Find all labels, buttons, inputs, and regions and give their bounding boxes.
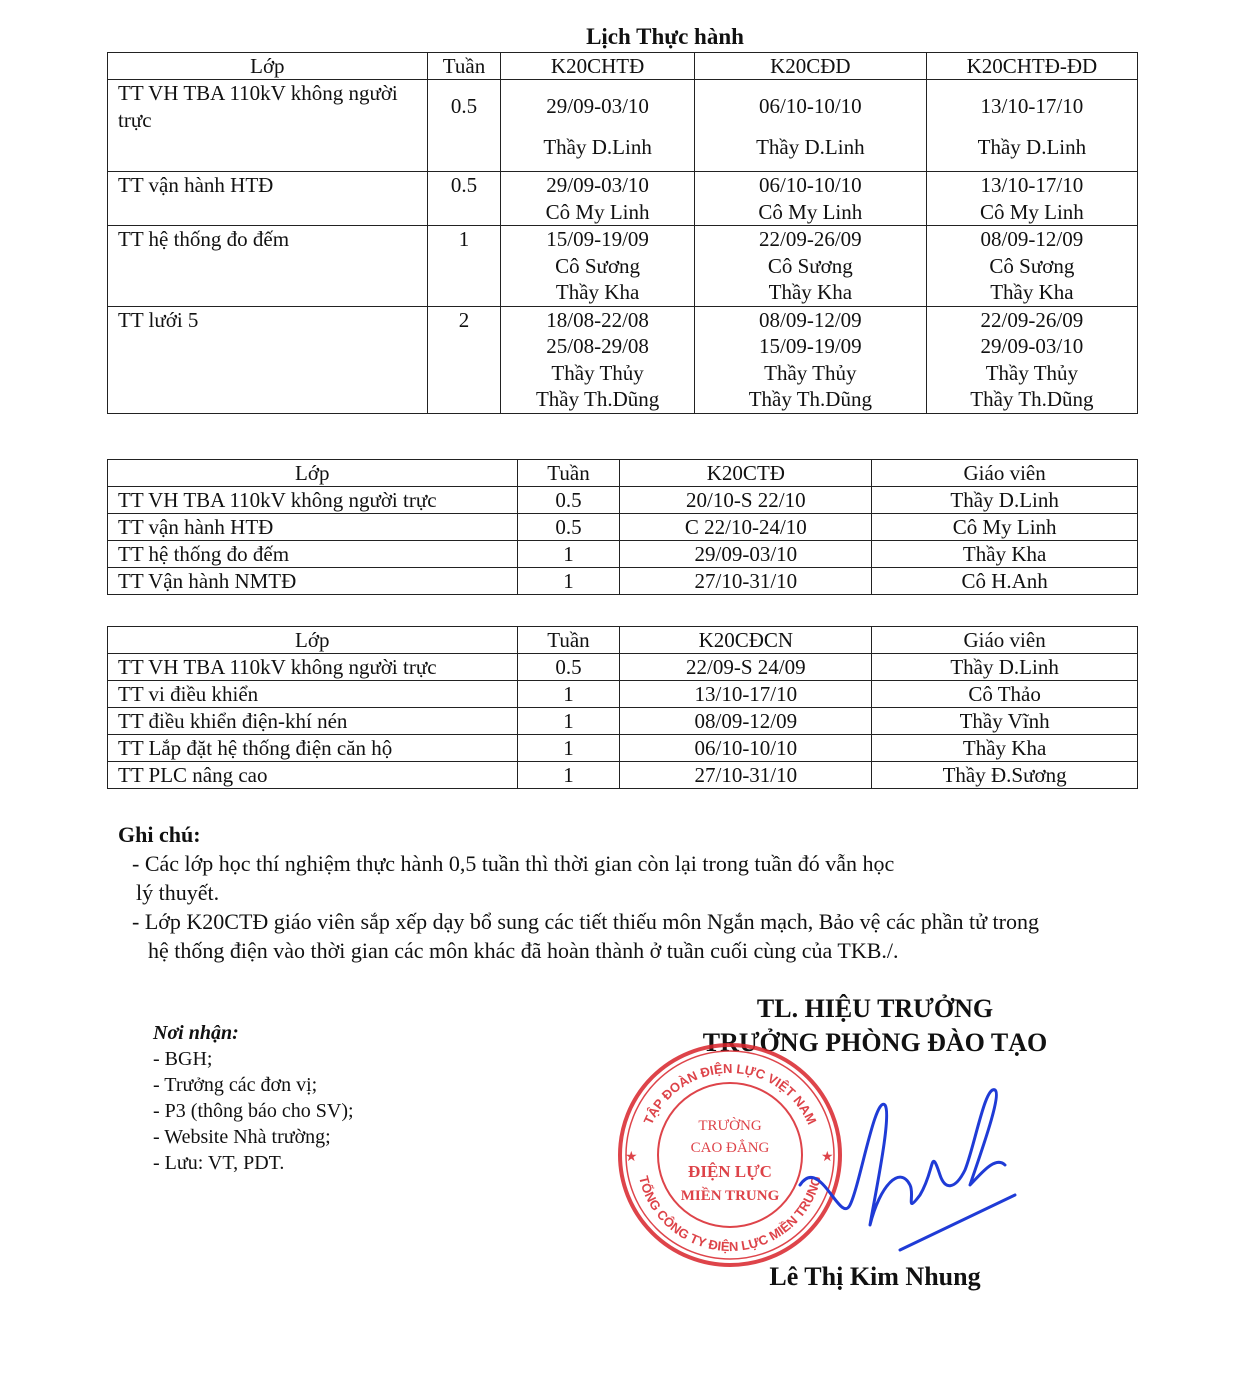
date-range: 15/09-19/09 xyxy=(546,227,649,251)
table-header-row xyxy=(108,460,1138,487)
instructor: Thầy Vĩnh xyxy=(872,708,1138,735)
course-name: TT Vận hành NMTĐ xyxy=(108,568,518,595)
course-weeks: 0.5 xyxy=(427,80,501,172)
date-range: C 22/10-24/10 xyxy=(620,514,872,541)
recipient-item: - P3 (thông báo cho SV); xyxy=(153,1100,354,1122)
star-icon: ★ xyxy=(625,1150,638,1165)
header-group-3: K20CHTĐ-ĐD xyxy=(926,53,1137,80)
instructor: Cô Sương xyxy=(555,253,641,278)
instructor: Thầy Đ.Sương xyxy=(872,762,1138,789)
schedule-table-2 xyxy=(107,459,1138,595)
date-range: 15/09-19/09 xyxy=(759,334,862,358)
date-range: 18/08-22/08 xyxy=(546,307,649,332)
signatory-name: Lê Thị Kim Nhung xyxy=(769,1262,981,1291)
instructor: Cô My Linh xyxy=(758,199,863,224)
instructor: Cô My Linh xyxy=(979,199,1084,224)
instructor: Thầy Thủy xyxy=(764,360,857,385)
date-range: 22/09-S 24/09 xyxy=(620,654,872,681)
instructor: Thầy Kha xyxy=(872,541,1138,568)
table-header-row xyxy=(108,627,1138,654)
signatory-title: TL. HIỆU TRƯỞNG xyxy=(756,994,994,1023)
date-range: 29/09-03/10 xyxy=(980,334,1084,358)
stamp-inner-line: TRƯỜNG xyxy=(698,1118,762,1134)
instructor: Thầy Th.Dũng xyxy=(748,387,872,411)
header-group-1: K20CHTĐ xyxy=(501,53,695,80)
date-range: 22/09-26/09 xyxy=(980,307,1084,332)
instructor: Cô H.Anh xyxy=(872,568,1138,595)
course-weeks: 0.5 xyxy=(517,654,620,681)
recipient-item: - Trưởng các đơn vị; xyxy=(153,1074,318,1096)
instructor: Thầy D.Linh xyxy=(543,134,652,159)
instructor: Thầy Th.Dũng xyxy=(535,387,660,411)
course-weeks: 0.5 xyxy=(517,514,620,541)
schedule-cell xyxy=(501,226,695,307)
course-name: TT hệ thống đo đếm xyxy=(108,226,428,307)
date-range: 22/09-26/09 xyxy=(759,227,862,251)
table-row xyxy=(108,568,1138,595)
schedule-cell xyxy=(694,80,926,172)
course-name: TT vận hành HTĐ xyxy=(108,514,518,541)
date-range: 08/09-12/09 xyxy=(980,227,1084,251)
instructor: Thầy Kha xyxy=(990,280,1074,304)
date-range: 06/10-10/10 xyxy=(759,173,862,197)
note-line: lý thuyết. xyxy=(136,880,220,905)
instructor: Thầy Th.Dũng xyxy=(970,387,1094,411)
date-range: 13/10-17/10 xyxy=(620,681,872,708)
instructor: Cô Thảo xyxy=(872,681,1138,708)
course-name: TT VH TBA 110kV không người trực xyxy=(108,80,428,172)
instructor: Thầy D.Linh xyxy=(756,134,865,159)
star-icon: ★ xyxy=(821,1150,834,1165)
table-row xyxy=(108,654,1138,681)
date-range: 06/10-10/10 xyxy=(759,94,862,118)
date-range: 20/10-S 22/10 xyxy=(620,487,872,514)
note-line: hệ thống điện vào thời gian các môn khác đã hoàn thành ở tuần cuối cùng của TKB./. xyxy=(148,938,899,963)
stamp-inner-line: MIỀN TRUNG xyxy=(680,1188,780,1204)
date-range: 29/09-03/10 xyxy=(620,541,872,568)
course-weeks: 1 xyxy=(517,708,620,735)
schedule-table-3 xyxy=(107,626,1138,789)
schedule-cell xyxy=(926,306,1137,413)
date-range: 25/08-29/08 xyxy=(546,334,649,358)
instructor: Cô Sương xyxy=(989,253,1075,278)
schedule-cell xyxy=(926,80,1137,172)
header-group: K20CTĐ xyxy=(620,460,872,487)
table-row xyxy=(108,708,1138,735)
table-row xyxy=(108,514,1138,541)
header-instructor: Giáo viên xyxy=(872,460,1138,487)
table-row xyxy=(108,541,1138,568)
course-weeks: 1 xyxy=(517,681,620,708)
course-name: TT điều khiển điện-khí nén xyxy=(108,708,518,735)
course-name: TT vận hành HTĐ xyxy=(108,172,428,226)
table-row xyxy=(108,681,1138,708)
note-line: - Các lớp học thí nghiệm thực hành 0,5 tuần thì thời gian còn lại trong tuần đó vẫn học xyxy=(132,851,895,876)
stamp-inner-line: CAO ĐẲNG xyxy=(690,1140,770,1156)
header-weeks: Tuần xyxy=(517,627,620,654)
table-row xyxy=(108,226,1138,307)
schedule-table-1 xyxy=(107,52,1138,414)
instructor: Thầy Kha xyxy=(768,280,853,304)
schedule-cell xyxy=(694,306,926,413)
instructor: Thầy D.Linh xyxy=(977,134,1087,159)
table-row xyxy=(108,172,1138,226)
notes-section xyxy=(118,820,1198,965)
date-range: 13/10-17/10 xyxy=(980,94,1084,118)
course-weeks: 1 xyxy=(517,541,620,568)
recipient-item: - Lưu: VT, PDT. xyxy=(153,1152,285,1174)
course-weeks: 1 xyxy=(517,762,620,789)
stamp-outer-text-bottom: TỔNG CÔNG TY ĐIỆN LỰC MIỀN TRUNG xyxy=(636,1174,825,1255)
instructor: Thầy Kha xyxy=(555,280,640,304)
header-group-2: K20CĐD xyxy=(694,53,926,80)
course-name: TT hệ thống đo đếm xyxy=(108,541,518,568)
header-class: Lớp xyxy=(108,53,428,80)
stamp-outer-text: TẬP ĐOÀN ĐIỆN LỰC VIỆT NAM xyxy=(640,1060,820,1127)
course-name: TT PLC nâng cao xyxy=(108,762,518,789)
table-row xyxy=(108,735,1138,762)
instructor: Thầy Thủy xyxy=(985,360,1079,385)
header-instructor: Giáo viên xyxy=(872,627,1138,654)
date-range: 08/09-12/09 xyxy=(620,708,872,735)
instructor: Thầy Thủy xyxy=(551,360,644,385)
course-name: TT VH TBA 110kV không người trực xyxy=(108,487,518,514)
schedule-cell xyxy=(926,172,1137,226)
date-range: 27/10-31/10 xyxy=(620,762,872,789)
table-row xyxy=(108,80,1138,172)
instructor: Cô Sương xyxy=(767,253,853,278)
header-class: Lớp xyxy=(108,460,518,487)
schedule-cell xyxy=(501,306,695,413)
schedule-cell xyxy=(694,172,926,226)
course-name: TT Lắp đặt hệ thống điện căn hộ xyxy=(108,735,518,762)
date-range: 06/10-10/10 xyxy=(620,735,872,762)
date-range: 27/10-31/10 xyxy=(620,568,872,595)
course-name: TT VH TBA 110kV không người trực xyxy=(108,654,518,681)
course-weeks: 1 xyxy=(517,568,620,595)
header-group: K20CĐCN xyxy=(620,627,872,654)
table-row xyxy=(108,306,1138,413)
course-weeks: 1 xyxy=(517,735,620,762)
page-title: Lịch Thực hành xyxy=(586,24,744,49)
course-weeks: 0.5 xyxy=(427,172,501,226)
date-range: 08/09-12/09 xyxy=(759,307,862,332)
instructor: Thầy D.Linh xyxy=(872,487,1138,514)
table-header-row xyxy=(108,53,1138,80)
handwritten-signature xyxy=(780,1075,1020,1265)
recipient-item: - Website Nhà trường; xyxy=(153,1126,331,1148)
recipients-list xyxy=(153,1020,354,1176)
stamp-inner-line: ĐIỆN LỰC xyxy=(688,1162,772,1181)
course-name: TT vi điều khiển xyxy=(108,681,518,708)
instructor: Cô My Linh xyxy=(872,514,1138,541)
recipient-item: - BGH; xyxy=(153,1048,213,1070)
course-name: TT lưới 5 xyxy=(108,306,428,413)
table-row xyxy=(108,762,1138,789)
header-weeks: Tuần xyxy=(427,53,501,80)
instructor: Cô My Linh xyxy=(545,199,650,224)
signatory-position: TRƯỞNG PHÒNG ĐÀO TẠO xyxy=(702,1028,1048,1057)
course-weeks: 0.5 xyxy=(517,487,620,514)
header-weeks: Tuần xyxy=(517,460,620,487)
note-line: - Lớp K20CTĐ giáo viên sắp xếp dạy bổ sung các tiết thiếu môn Ngắn mạch, Bảo vệ các phần tử trong xyxy=(132,909,1039,934)
instructor: Thầy D.Linh xyxy=(872,654,1138,681)
course-weeks: 2 xyxy=(427,306,501,413)
schedule-cell xyxy=(694,226,926,307)
course-weeks: 1 xyxy=(427,226,501,307)
date-range: 29/09-03/10 xyxy=(546,94,649,118)
instructor: Thầy Kha xyxy=(872,735,1138,762)
schedule-cell xyxy=(926,226,1137,307)
schedule-cell xyxy=(501,80,695,172)
header-class: Lớp xyxy=(108,627,518,654)
date-range: 29/09-03/10 xyxy=(546,173,649,197)
notes-heading: Ghi chú: xyxy=(118,822,201,847)
recipients-heading: Nơi nhận: xyxy=(153,1022,239,1044)
schedule-cell xyxy=(501,172,695,226)
table-row xyxy=(108,487,1138,514)
date-range: 13/10-17/10 xyxy=(980,173,1084,197)
